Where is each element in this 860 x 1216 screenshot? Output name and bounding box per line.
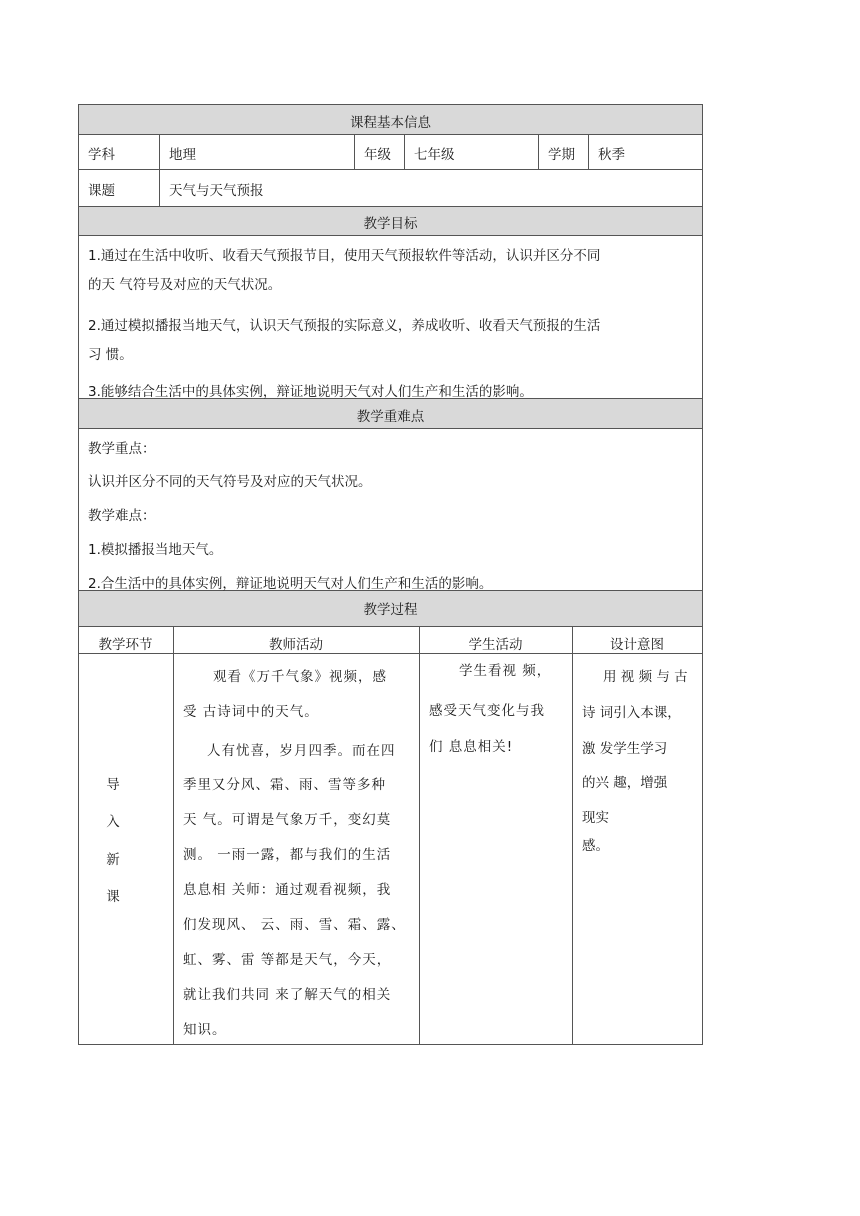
term-value: 秋季 <box>598 147 625 163</box>
col-intent-header: 设计意图 <box>610 637 664 653</box>
teacher-line: 受 古诗词中的天气。 <box>183 704 319 720</box>
difficulty-1: 1.模拟播报当地天气。 <box>88 542 223 558</box>
intent-line: 激 发学生学习 <box>582 741 668 757</box>
student-line: 学生看视 频， <box>459 663 552 679</box>
col-student-header: 学生活动 <box>468 637 523 653</box>
intent-line: 用 视 频 与 古 <box>603 669 688 685</box>
grade-label: 年级 <box>364 147 391 163</box>
term-label: 学期 <box>548 147 575 163</box>
teacher-line: 观看《万千气象》视频，感 <box>213 669 387 685</box>
student-line: 们 息息相关! <box>429 739 514 755</box>
focus-text: 认识并区分不同的天气符号及对应的天气状况。 <box>88 474 372 490</box>
subject-label: 学科 <box>88 147 115 163</box>
grade-value: 七年级 <box>414 147 455 163</box>
objective-3: 3.能够结合生活中的具体实例，辩证地说明天气对人们生产和生活的影响。 <box>88 384 533 400</box>
topic-label: 课题 <box>88 183 115 199</box>
teacher-line: 们发现风、 云、雨、雪、霜、露、 <box>183 917 406 933</box>
teacher-line: 人有忧喜，岁月四季。而在四 <box>207 743 396 759</box>
info-header: 课程基本信息 <box>350 115 431 131</box>
stage-char: 课 <box>106 889 120 905</box>
teacher-line: 就让我们共同 来了解天气的相关 <box>183 987 392 1003</box>
difficulty-2: 2.合生活中的具体实例，辩证地说明天气对人们生产和生活的影响。 <box>88 576 493 592</box>
stage-char: 导 <box>106 777 120 793</box>
col-stage-header: 教学环节 <box>98 637 153 653</box>
teacher-line: 测。 一雨一露，都与我们的生活 <box>183 847 392 863</box>
objective-1-line-2: 的天 气符号及对应的天气状况。 <box>88 277 282 293</box>
teacher-line: 天 气。可谓是气象万千，变幻莫 <box>183 812 392 828</box>
topic-value: 天气与天气预报 <box>169 183 264 199</box>
intent-line: 现实 <box>582 810 609 826</box>
process-header: 教学过程 <box>363 602 418 618</box>
intent-line: 的兴 趣，增强 <box>582 775 668 791</box>
difficulty-label: 教学难点： <box>88 508 156 524</box>
teacher-line: 息息相 关师：通过观看视频，我 <box>183 882 392 898</box>
col-teacher-header: 教师活动 <box>269 637 323 653</box>
focus-label: 教学重点： <box>88 441 156 457</box>
teacher-line: 知识。 <box>183 1022 227 1038</box>
teacher-line: 季里又分风、霜、雨、雪等多种 <box>183 777 386 793</box>
objective-1-line-1: 1.通过在生活中收听、收看天气预报节目，使用天气预报软件等活动，认识并区分不同 <box>88 248 601 264</box>
keypoints-header: 教学重难点 <box>356 409 425 425</box>
objectives-header: 教学目标 <box>363 216 418 232</box>
stage-char: 新 <box>106 852 120 868</box>
teacher-line: 虹、雾、雷 等都是天气，今天， <box>183 952 392 968</box>
stage-char: 入 <box>106 814 120 830</box>
objective-2-line-2: 习 惯。 <box>88 347 133 363</box>
intent-line: 感。 <box>582 838 609 854</box>
student-line: 感受天气变化与我 <box>429 703 545 719</box>
objective-2-line-1: 2.通过模拟播报当地天气，认识天气预报的实际意义，养成收听、收看天气预报的生活 <box>88 318 601 334</box>
subject-value: 地理 <box>169 147 196 163</box>
intent-line: 诗 词引入本课， <box>582 705 681 721</box>
